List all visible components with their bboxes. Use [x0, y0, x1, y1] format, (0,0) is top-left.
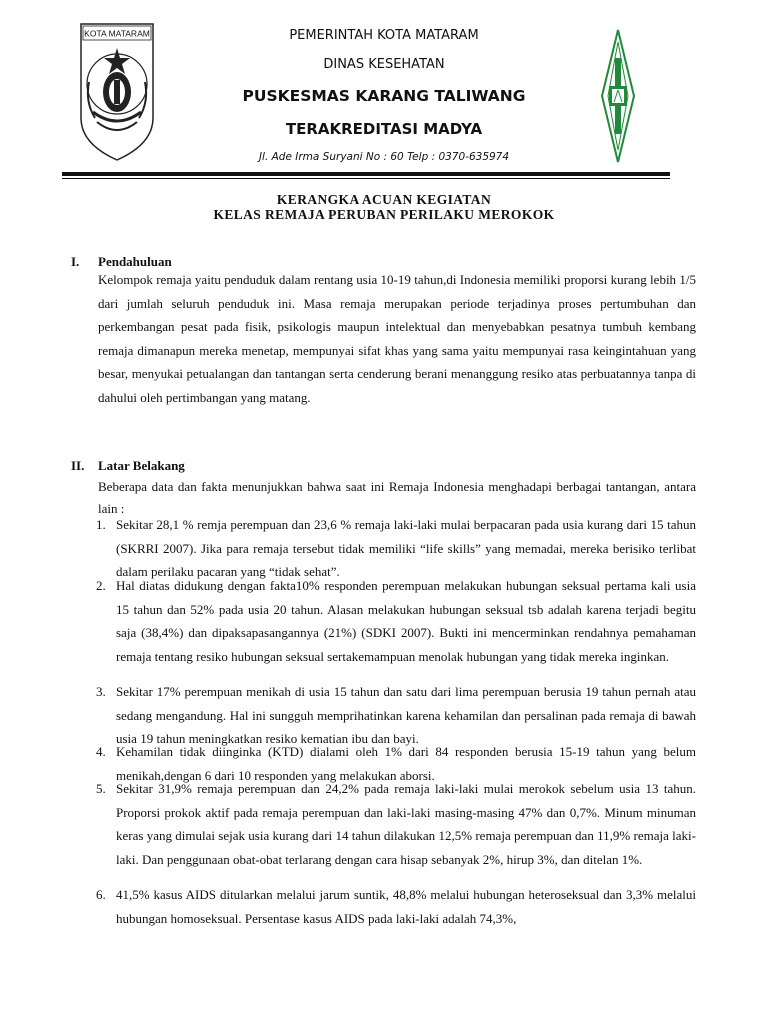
list-item-text: 41,5% kasus AIDS ditularkan melalui jarum suntik, 48,8% melalui hubungan heteroseksual dan 3,3% melalui hubungan homoseksual. Persentase kasus AIDS pada laki-laki adalah 74,3%,: [116, 887, 696, 926]
list-item-number: 5.: [96, 781, 106, 796]
header-divider-thin: [62, 178, 670, 179]
section-number: I.: [71, 254, 80, 269]
section-body: Beberapa data dan fakta menunjukkan bahwa saat ini Remaja Indonesia menghadapi berbagai tantangan, antara lain :: [98, 479, 696, 516]
section-body: Kelompok remaja yaitu penduduk dalam rentang usia 10-19 tahun,di Indonesia memiliki proporsi kurang lebih 1/5 dari jumlah seluruh penduduk ini. Masa remaja merupakan periode terjadinya proses pertumbuhan dan perkembangan pesat pada fisik, psikologis maupun intelektual dan menyebabkan pesatnya tumbuh kembang remaja dimanapun mereka menetap, mempunyai sifat khas yang sama yaitu mempunyai rasa keingintahuan yang besar, menyukai petualangan dan tantangan serta cenderung berani menanggung resiko atas perbuatannya tanpa di dahului oleh pertimbangan yang matang.: [98, 272, 696, 405]
doc-title-line2: KELAS REMAJA PERUBAN PERILAKU MEROKOK: [213, 207, 555, 222]
section-number: II.: [71, 458, 85, 473]
header-accreditation: TERAKREDITASI MADYA: [285, 120, 483, 138]
header-address: Jl. Ade Irma Suryani No : 60 Telp : 0370-635974: [258, 151, 510, 163]
header-org: PUSKESMAS KARANG TALIWANG: [242, 87, 526, 105]
header-divider: [62, 172, 670, 176]
list-item-number: 2.: [96, 578, 106, 593]
list-item-text: Sekitar 17% perempuan menikah di usia 15 tahun dan satu dari lima perempuan berusia 19 tahun pernah atau sedang mengandung. Hal ini sungguh memprihatinkan karena kehamilan dan persalinan pada remaja di bawah usia 19 tahun meningkatkan resiko kematian ibu dan bayi.: [116, 684, 696, 746]
header-dept: DINAS KESEHATAN: [323, 57, 445, 72]
list-item-number: 1.: [96, 517, 106, 532]
list-item: [96, 513, 696, 584]
section-heading: Pendahuluan: [98, 254, 172, 269]
list-item-text: Hal diatas didukung dengan fakta10% responden perempuan melakukan hubungan seksual pertama kali usia 15 tahun dan 52% pada usia 20 tahun. Alasan melakukan hubungan seksual tsb adalah karena terjadi begitu saja (38,4%) dan dipaksapasangannya (21%) (SDKI 2007). Bukti ini mencerminkan rendahnya pemahaman remaja tentang resiko hubungan seksual sertakemampuan menolak hubungan yang tidak mereka inginkan.: [116, 578, 696, 664]
svg-text:KOTA MATARAM: KOTA MATARAM: [84, 28, 150, 39]
list-item-text: Sekitar 31,9% remaja perempuan dan 24,2% pada remaja laki-laki mulai merokok sebelum usia 13 tahun. Proporsi prokok aktif pada remaja perempuan dan laki-laki masing-masing 47% dan 0,7%. Minum minuman keras yang dimulai sejak usia kurang dari 14 tahun dilakukan 12,5% remaja perempuan dan 11,9% remaja laki-laki. Dan penggunaan obat-obat terlarang dengan cara hisap sebanyak 2%, hirup 3%, dan ditelan 1%.: [116, 781, 696, 867]
header-gov: PEMERINTAH KOTA MATARAM: [289, 28, 479, 43]
list-item-text: Kehamilan tidak diinginka (KTD) dialami oleh 1% dari 84 responden berusia 15-19 tahun yang belum menikah,dengan 6 dari 10 responden yang melakukan aborsi.: [116, 744, 696, 783]
list-item-number: 6.: [96, 887, 106, 902]
list-item: [96, 777, 696, 871]
list-item: [96, 574, 696, 668]
list-item-number: 4.: [96, 744, 106, 759]
list-item-number: 3.: [96, 684, 106, 699]
list-item-text: Sekitar 28,1 % remja perempuan dan 23,6 % remaja laki-laki mulai berpacaran pada usia kurang dari 15 tahun (SKRRI 2007). Jika para remaja tersebut tidak memiliki “life skills” yang memadai, mereka berisiko terlibat dalam perilaku pacaran yang “tidak sehat”.: [116, 517, 696, 579]
section-heading: Latar Belakang: [98, 458, 185, 473]
doc-title-line1: KERANGKA ACUAN KEGIATAN: [276, 192, 492, 207]
list-item: [96, 883, 696, 930]
